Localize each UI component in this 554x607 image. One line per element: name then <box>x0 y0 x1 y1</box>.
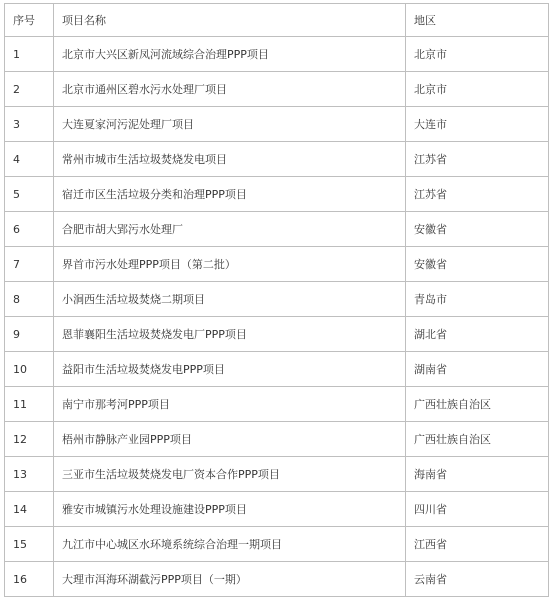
header-index: 序号 <box>5 4 54 37</box>
table-row <box>5 177 549 212</box>
cell-project-name: 北京市大兴区新凤河流域综合治理PPP项目 <box>54 37 406 72</box>
table-row <box>5 387 549 422</box>
table-row <box>5 492 549 527</box>
table-row <box>5 247 549 282</box>
cell-region: 江苏省 <box>406 177 549 212</box>
cell-index: 8 <box>5 282 54 317</box>
cell-region: 广西壮族自治区 <box>406 387 549 422</box>
cell-region: 江西省 <box>406 527 549 562</box>
cell-project-name: 宿迁市区生活垃圾分类和治理PPP项目 <box>54 177 406 212</box>
cell-index: 7 <box>5 247 54 282</box>
table-row <box>5 72 549 107</box>
table-row <box>5 142 549 177</box>
cell-index: 4 <box>5 142 54 177</box>
cell-project-name: 益阳市生活垃圾焚烧发电PPP项目 <box>54 352 406 387</box>
cell-project-name: 界首市污水处理PPP项目（第二批） <box>54 247 406 282</box>
table-header-row <box>5 4 549 37</box>
cell-index: 5 <box>5 177 54 212</box>
cell-project-name: 小涧西生活垃圾焚烧二期项目 <box>54 282 406 317</box>
cell-region: 江苏省 <box>406 142 549 177</box>
cell-region: 湖南省 <box>406 352 549 387</box>
cell-project-name: 合肥市胡大郢污水处理厂 <box>54 212 406 247</box>
cell-index: 2 <box>5 72 54 107</box>
cell-index: 6 <box>5 212 54 247</box>
cell-region: 湖北省 <box>406 317 549 352</box>
cell-index: 16 <box>5 562 54 597</box>
cell-index: 10 <box>5 352 54 387</box>
cell-region: 北京市 <box>406 37 549 72</box>
cell-project-name: 大连夏家河污泥处理厂项目 <box>54 107 406 142</box>
cell-index: 13 <box>5 457 54 492</box>
cell-index: 9 <box>5 317 54 352</box>
cell-region: 云南省 <box>406 562 549 597</box>
cell-project-name: 大理市洱海环湖截污PPP项目（一期） <box>54 562 406 597</box>
cell-project-name: 恩菲襄阳生活垃圾焚烧发电厂PPP项目 <box>54 317 406 352</box>
cell-index: 3 <box>5 107 54 142</box>
cell-region: 北京市 <box>406 72 549 107</box>
cell-region: 四川省 <box>406 492 549 527</box>
header-region: 地区 <box>406 4 549 37</box>
table-row <box>5 317 549 352</box>
header-project-name: 项目名称 <box>54 4 406 37</box>
table-row <box>5 212 549 247</box>
cell-index: 12 <box>5 422 54 457</box>
project-table-container <box>4 3 549 597</box>
table-body <box>5 37 549 597</box>
table-row <box>5 282 549 317</box>
cell-project-name: 南宁市那考河PPP项目 <box>54 387 406 422</box>
cell-index: 15 <box>5 527 54 562</box>
table-row <box>5 457 549 492</box>
cell-index: 11 <box>5 387 54 422</box>
table-row <box>5 527 549 562</box>
cell-project-name: 梧州市静脉产业园PPP项目 <box>54 422 406 457</box>
cell-region: 海南省 <box>406 457 549 492</box>
cell-project-name: 九江市中心城区水环境系统综合治理一期项目 <box>54 527 406 562</box>
table-row <box>5 352 549 387</box>
cell-project-name: 三亚市生活垃圾焚烧发电厂资本合作PPP项目 <box>54 457 406 492</box>
cell-index: 14 <box>5 492 54 527</box>
cell-project-name: 常州市城市生活垃圾焚烧发电项目 <box>54 142 406 177</box>
cell-project-name: 雅安市城镇污水处理设施建设PPP项目 <box>54 492 406 527</box>
table-row <box>5 422 549 457</box>
cell-region: 安徽省 <box>406 212 549 247</box>
cell-index: 1 <box>5 37 54 72</box>
project-table <box>4 3 549 597</box>
cell-region: 大连市 <box>406 107 549 142</box>
table-row <box>5 37 549 72</box>
table-row <box>5 107 549 142</box>
table-row <box>5 562 549 597</box>
cell-region: 青岛市 <box>406 282 549 317</box>
cell-project-name: 北京市通州区碧水污水处理厂项目 <box>54 72 406 107</box>
cell-region: 广西壮族自治区 <box>406 422 549 457</box>
cell-region: 安徽省 <box>406 247 549 282</box>
